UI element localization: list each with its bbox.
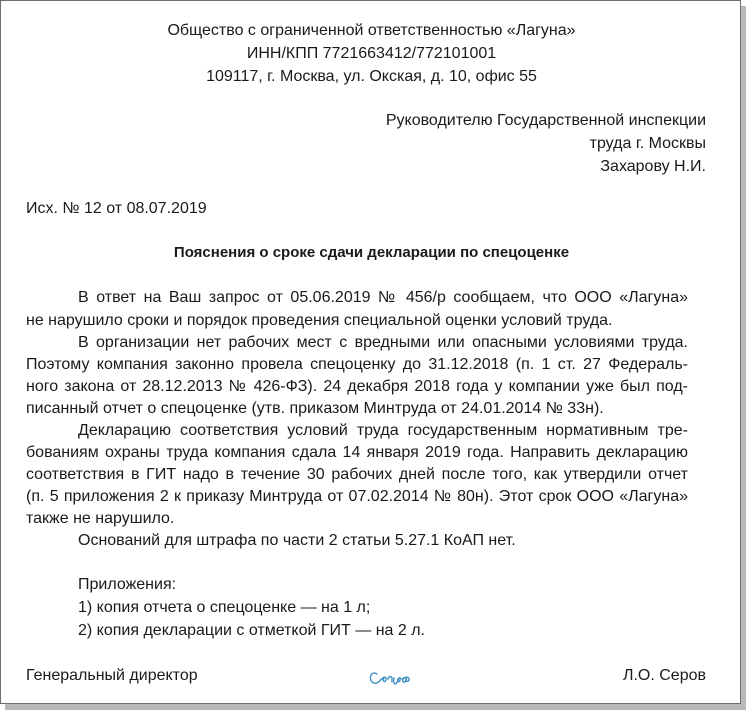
handwritten-signature <box>367 665 427 691</box>
outgoing-number: Исх. № 12 от 08.07.2019 <box>26 200 207 217</box>
signatory-name: Л.О. Серов <box>622 667 706 684</box>
body-p2-line-1: В организации нет рабочих мест с вредными или опасными условиями труда. <box>78 334 688 351</box>
body-p1-line-1: В ответ на Ваш запрос от 05.06.2019 № 456/р сообщаем, что ООО «Лагуна» <box>78 289 688 306</box>
body-p3-line-4: (п. 5 приложения 2 к приказу Минтруда от 07.02.2014 № 80н). Этот срок ООО «Лагуна» <box>26 488 688 505</box>
company-inn-kpp: ИНН/КПП 7721663412/772101001 <box>246 45 497 62</box>
company-address: 109117, г. Москва, ул. Окская, д. 10, офис 55 <box>206 68 537 85</box>
body-p2-line-4: писанный отчет о спецоценке (утв. приказом Минтруда от 24.01.2014 № 33н). <box>26 400 604 417</box>
body-p1-line-2: не нарушило сроки и порядок проведения специальной оценки условий труда. <box>26 312 613 329</box>
attachments-heading: Приложения: <box>78 576 177 593</box>
letter-title: Пояснения о сроке сдачи декларации по спецоценке <box>173 244 570 261</box>
attachment-item-2: 2) копия декларации с отметкой ГИТ — на 2 л. <box>78 622 425 639</box>
body-p3-line-2: бованиям охраны труда компания сдала 14 января 2019 года. Направить декларацию <box>26 444 688 461</box>
addressee-line-3: Захарову Н.И. <box>600 158 706 175</box>
body-p3-line-5: также не нарушило. <box>26 510 175 527</box>
body-p3-line-1: Декларацию соответствия условий труда государственным нормативным тре- <box>78 422 688 439</box>
addressee-line-2: труда г. Москвы <box>589 135 706 152</box>
body-p2-line-3: ного закона от 28.12.2013 № 426-ФЗ). 24 декабря 2018 года у компании уже был под- <box>26 378 688 395</box>
body-p4: Оснований для штрафа по части 2 статьи 5.27.1 КоАП нет. <box>78 532 516 549</box>
attachment-item-1: 1) копия отчета о спецоценке — на 1 л; <box>78 599 371 616</box>
addressee-line-1: Руководителю Государственной инспекции <box>385 112 706 129</box>
body-p2-line-2: Поэтому компания законно провела спецоценку до 31.12.2018 (п. 1 ст. 27 Федераль- <box>26 356 688 373</box>
body-p3-line-3: соответствия в ГИТ надо в течение 30 рабочих дней после того, как утвердили отчет <box>26 466 688 483</box>
signatory-position: Генеральный директор <box>26 667 198 684</box>
company-name: Общество с ограниченной ответственностью «Лагуна» <box>167 22 576 39</box>
